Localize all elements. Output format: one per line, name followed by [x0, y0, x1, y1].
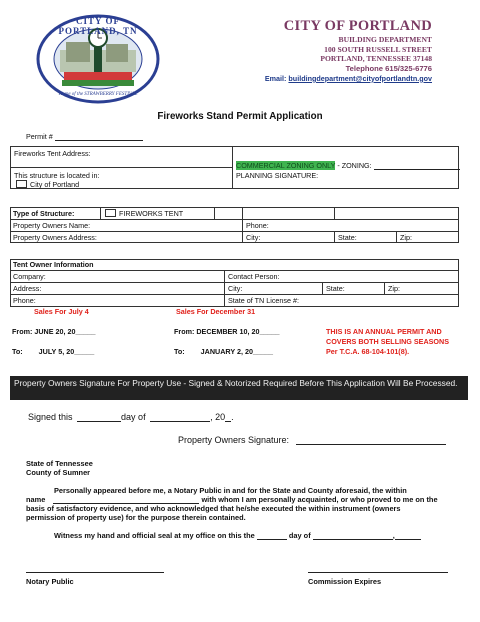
tent-address-label: Fireworks Tent Address:	[14, 149, 91, 158]
city-of-portland-label: City of Portland	[30, 180, 80, 189]
witness-day-of: day of	[288, 531, 311, 540]
tent-state-label: State:	[326, 284, 345, 293]
signed-period: .	[231, 412, 234, 422]
signed-month-field[interactable]	[150, 421, 210, 422]
witness-row: Witness my hand and official seal at my office on this the day of ,	[54, 531, 421, 540]
july-to-label: To:	[12, 347, 23, 356]
tent-owner-header: Tent Owner Information	[13, 260, 94, 269]
owner-signature-label: Property Owners Signature:	[178, 435, 290, 445]
notary-paragraph-2: basis of satisfactory evidence, and who acknowledged that he/she executed the within instrument (owners	[26, 504, 401, 513]
december-from-date: From: DECEMBER 10, 20_____	[174, 327, 280, 336]
witness-label: Witness my hand and official seal at my office on this the	[54, 531, 255, 540]
city-seal	[36, 14, 160, 104]
sales-december-label: Sales For December 31	[176, 307, 256, 316]
letterhead-city-state: PORTLAND, TENNESSEE 37148	[320, 54, 432, 64]
signature-required-banner: Property Owners Signature For Property Use - Signed & Notorized Required Before This Application Will Be Processed.	[10, 376, 468, 400]
seal-bottom-text: Home of the STRAWBERRY FESTIVAL	[58, 92, 138, 97]
notary-paragraph-3: permission of property use) for the purpose therein contained.	[26, 513, 246, 522]
permit-number-field[interactable]	[55, 140, 143, 141]
contact-person-label: Contact Person:	[228, 272, 280, 281]
owner-city-label: City:	[246, 233, 261, 242]
letterhead-telephone: Telephone 615/325-6776	[345, 63, 432, 73]
company-label: Company:	[13, 272, 46, 281]
december-to-row	[174, 347, 273, 356]
notary-name-label: name	[26, 495, 46, 504]
letterhead	[265, 18, 432, 83]
seal-top-text: CITY OF PORTLAND, TN	[58, 16, 138, 36]
owner-zip-label: Zip:	[400, 233, 412, 242]
zoning-row	[236, 161, 460, 170]
page-title: Fireworks Stand Permit Application	[157, 111, 323, 122]
zoning-field[interactable]	[374, 169, 460, 170]
sales-july-label: Sales For July 4	[34, 307, 89, 316]
letterhead-city: CITY OF PORTLAND	[283, 18, 432, 34]
planning-signature-label: PLANNING SIGNATURE:	[236, 171, 319, 180]
notary-public-label: Notary Public	[26, 577, 74, 586]
owner-signature-row	[178, 435, 446, 445]
zoning-label: - ZONING:	[337, 161, 372, 170]
july-from-date: From: JUNE 20, 20_____	[12, 327, 96, 336]
notary-paragraph-1: Personally appeared before me, a Notary Public in and for the State and County aforesaid, the within	[54, 486, 407, 495]
witness-month-field[interactable]	[313, 539, 393, 540]
city-checkbox[interactable]	[16, 180, 27, 188]
fireworks-tent-label: FIREWORKS TENT	[119, 209, 184, 218]
letterhead-email-row	[265, 74, 432, 83]
type-of-structure-label: Type of Structure:	[13, 209, 75, 218]
annual-permit-notice	[326, 327, 449, 357]
tent-phone-label: Phone:	[13, 296, 36, 305]
owner-phone-label: Phone:	[246, 221, 269, 230]
permit-number-row	[26, 132, 143, 141]
december-to-date: JANUARY 2, 20_____	[200, 347, 273, 356]
notice-line-1: THIS IS AN ANNUAL PERMIT AND	[326, 327, 442, 336]
owner-state-label: State:	[338, 233, 357, 242]
commission-expires-label: Commission Expires	[308, 577, 382, 586]
signed-day-field[interactable]	[77, 421, 121, 422]
letterhead-department: BUILDING DEPARTMENT	[338, 35, 432, 44]
email-label: Email:	[264, 73, 287, 83]
owner-signature-field[interactable]	[296, 444, 446, 445]
email-link[interactable]: buildingdepartment@cityofportlandtn.gov	[288, 73, 432, 83]
fireworks-tent-option[interactable]	[105, 209, 183, 218]
year-label: , 20	[210, 412, 226, 422]
signed-row	[28, 412, 234, 422]
notary-paragraph-1b: with whom I am personally acquainted, or who proved to me on the	[201, 495, 438, 504]
owner-address-label: Property Owners Address:	[13, 233, 97, 242]
tn-license-label: State of TN License #:	[228, 296, 299, 305]
notary-state: State of Tennessee	[26, 459, 93, 468]
commercial-zoning-highlight: COMMERCIAL ZONING ONLY	[236, 161, 336, 170]
city-of-portland-option[interactable]	[16, 180, 79, 189]
letterhead-street: 100 SOUTH RUSSELL STREET	[324, 44, 432, 54]
fireworks-tent-checkbox[interactable]	[105, 209, 116, 217]
owner-name-label: Property Owners Name:	[13, 221, 91, 230]
tent-zip-label: Zip:	[388, 284, 400, 293]
december-to-label: To:	[174, 347, 185, 356]
notary-signature-line[interactable]	[26, 572, 164, 573]
tent-city-label: City:	[228, 284, 243, 293]
witness-year-field[interactable]	[395, 539, 421, 540]
notary-county: County of Sumner	[26, 468, 91, 477]
day-of-label: day of	[121, 412, 146, 422]
witness-day-field[interactable]	[257, 539, 287, 540]
commission-line[interactable]	[308, 572, 448, 573]
notary-name-row	[26, 495, 438, 504]
july-to-date: JULY 5, 20_____	[38, 347, 95, 356]
july-to-row	[12, 347, 94, 356]
structure-location-label: This structure is located in:	[14, 171, 100, 180]
signed-this-label: Signed this	[28, 412, 73, 422]
permit-label: Permit #	[26, 132, 53, 141]
notice-line-3: Per T.C.A. 68-104-101(8).	[326, 347, 410, 356]
tent-address-label: Address:	[13, 284, 42, 293]
notice-line-2: COVERS BOTH SELLING SEASONS	[326, 337, 450, 346]
